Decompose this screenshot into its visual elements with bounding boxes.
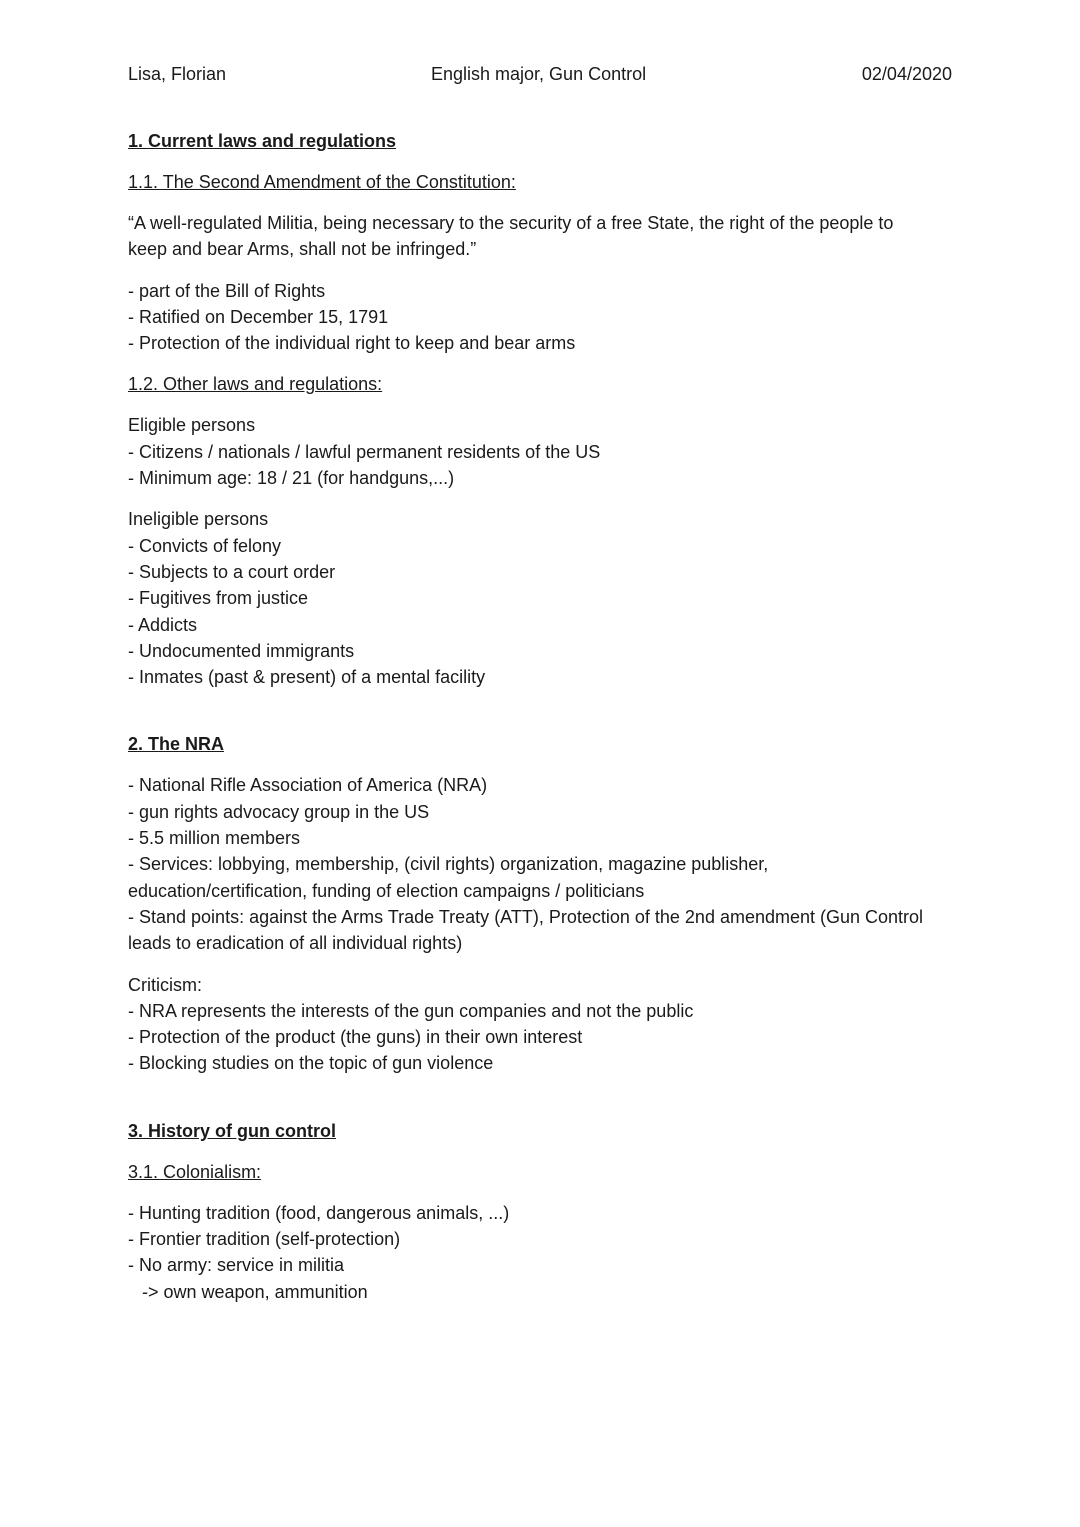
header-authors: Lisa, Florian [128, 64, 227, 84]
list-item: - 5.5 million members [128, 828, 301, 849]
list-item: - Services: lobbying, membership, (civil rights) organization, magazine publisher, [128, 854, 769, 875]
list-item: - part of the Bill of Rights [128, 280, 326, 301]
list-item: - Protection of the product (the guns) in their own interest [128, 1027, 583, 1048]
amendment-quote-line-2: keep and bear Arms, shall not be infringed.” [128, 239, 477, 260]
eligible-heading: Eligible persons [128, 415, 256, 436]
header-date: 02/04/2020 [861, 64, 952, 84]
amendment-quote-line-1: “A well-regulated Militia, being necessary to the security of a free State, the right of the people to [128, 213, 894, 233]
list-item-continuation: education/certification, funding of election campaigns / politicians [128, 880, 645, 901]
list-item: - NRA represents the interests of the gun companies and not the public [128, 1000, 694, 1021]
list-item: - Addicts [128, 614, 198, 635]
list-item: - Frontier tradition (self-protection) [128, 1229, 401, 1250]
list-item: - Convicts of felony [128, 535, 282, 556]
list-item: - Stand points: against the Arms Trade Treaty (ATT), Protection of the 2nd amendment (Gun Control [128, 906, 924, 927]
list-item: - Fugitives from justice [128, 588, 309, 609]
arrow-note: -> own weapon, ammunition [142, 1281, 368, 1302]
section-1-title: 1. Current laws and regulations [128, 131, 397, 151]
criticism-heading: Criticism: [128, 974, 202, 995]
list-item: - No army: service in militia [128, 1255, 345, 1276]
list-item: - gun rights advocacy group in the US [128, 801, 430, 822]
list-item: - Minimum age: 18 / 21 (for handguns,...) [128, 468, 455, 489]
page-header [128, 64, 952, 90]
list-item: - National Rifle Association of America (NRA) [128, 775, 488, 796]
section-1-2-title: 1.2. Other laws and regulations: [128, 374, 383, 395]
section-1-1-title: 1.1. The Second Amendment of the Constitution: [128, 172, 516, 192]
list-item: - Blocking studies on the topic of gun violence [128, 1053, 494, 1074]
document-body [128, 128, 948, 1305]
list-item: - Citizens / nationals / lawful permanent residents of the US [128, 441, 601, 462]
ineligible-heading: Ineligible persons [128, 509, 269, 530]
list-item: - Ratified on December 15, 1791 [128, 306, 389, 327]
list-item: - Protection of the individual right to keep and bear arms [128, 333, 576, 354]
section-3-title: 3. History of gun control [128, 1120, 337, 1141]
list-item: - Undocumented immigrants [128, 640, 355, 661]
header-course: English major, Gun Control [431, 64, 647, 84]
list-item-continuation: leads to eradication of all individual rights) [128, 933, 463, 954]
section-3-1-title: 3.1. Colonialism: [128, 1161, 262, 1182]
list-item: - Subjects to a court order [128, 561, 336, 582]
section-2-title: 2. The NRA [128, 734, 225, 755]
list-item: - Inmates (past & present) of a mental facility [128, 667, 486, 688]
list-item: - Hunting tradition (food, dangerous animals, ...) [128, 1202, 510, 1223]
